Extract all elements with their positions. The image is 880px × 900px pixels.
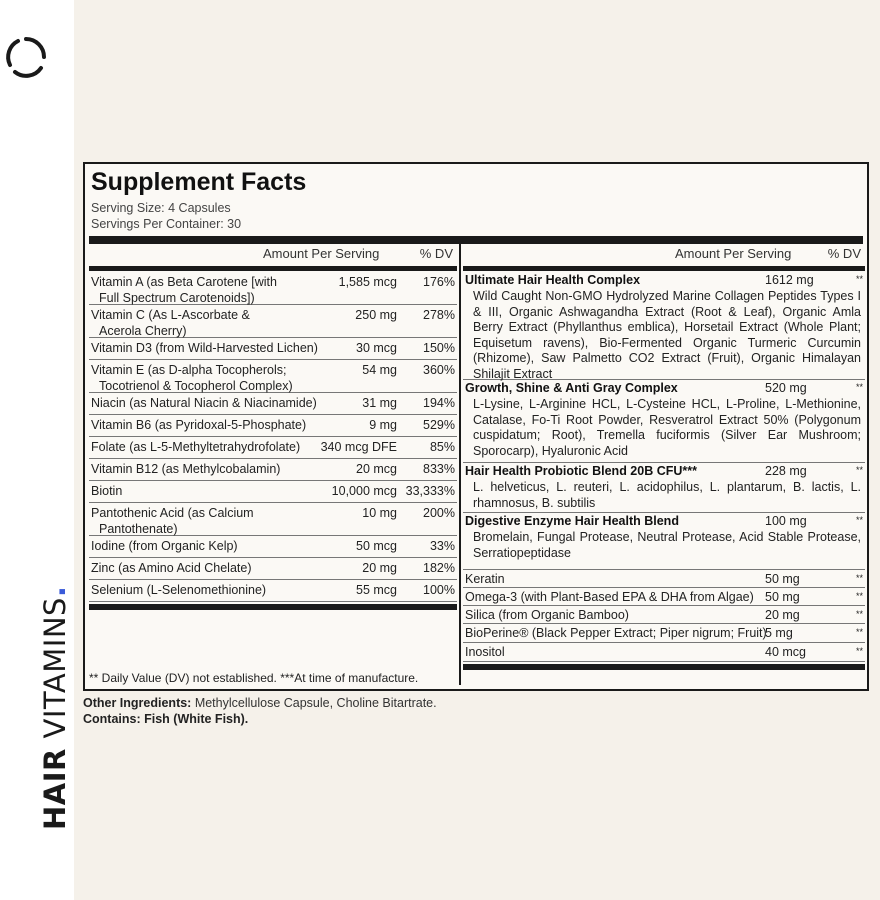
right-header-dv: % DV <box>827 246 861 261</box>
nutrient-name: Silica (from Organic Bamboo) <box>465 608 629 622</box>
nutrient-name <box>91 505 254 537</box>
nutrient-name-line1: Folate (as L-5-Methyltetrahydrofolate) <box>91 440 301 454</box>
nutrient-name-line2: Full Spectrum Carotenoids]) <box>99 291 255 305</box>
nutrient-amount: 250 mg <box>355 308 397 322</box>
nutrient-row <box>89 558 457 580</box>
blend-name: Digestive Enzyme Hair Health Blend <box>465 514 679 528</box>
nutrient-name-line1: Vitamin D3 (from Wild-Harvested Lichen) <box>91 341 318 355</box>
right-header-bar <box>463 266 865 271</box>
nutrient-row <box>89 305 457 338</box>
nutrient-name: Inositol <box>465 645 505 659</box>
nutrient-row <box>89 338 457 360</box>
nutrient-name <box>91 307 250 339</box>
nutrient-amount: 340 mcg DFE <box>320 440 397 454</box>
blend-block <box>463 513 865 570</box>
blend-amount: 1612 mg <box>765 273 814 287</box>
nutrient-row <box>463 588 865 606</box>
nutrient-amount: 50 mcg <box>356 539 397 553</box>
nutrient-amount: 10 mg <box>362 506 397 520</box>
nutrient-name-line2: Acerola Cherry) <box>99 324 187 338</box>
blend-amount: 520 mg <box>765 381 807 395</box>
nutrient-name: Keratin <box>465 572 505 586</box>
contains-text: Contains: Fish (White Fish). <box>83 712 249 726</box>
nutrient-name-line1: Selenium (L-Selenomethionine) <box>91 583 267 597</box>
nutrient-name-line2: Pantothenate) <box>99 522 178 536</box>
top-divider-bar <box>89 236 863 244</box>
blend-ingredients: Bromelain, Fungal Protease, Neutral Protease, Acid Stable Protease, Serratiopeptidase <box>473 530 861 560</box>
nutrient-amount: 9 mg <box>369 418 397 432</box>
nutrient-name: Omega-3 (with Plant-Based EPA & DHA from Algae) <box>465 590 754 604</box>
right-header-amount: Amount Per Serving <box>675 246 792 261</box>
nutrient-dv: 194% <box>423 396 455 410</box>
brand-word-hair: HAIR <box>38 748 72 830</box>
nutrient-dv: ** <box>855 609 863 619</box>
blend-dv: ** <box>855 465 863 475</box>
nutrient-name <box>91 439 300 455</box>
nutrient-amount: 20 mcg <box>356 462 397 476</box>
nutrient-name-line1: Iodine (from Organic Kelp) <box>91 539 238 553</box>
blend-name: Growth, Shine & Anti Gray Complex <box>465 381 678 395</box>
nutrient-name <box>91 340 318 356</box>
blend-ingredients: L. helveticus, L. reuteri, L. acidophilus, L. plantarum, B. lactis, L. rhamnosus, B. subtilis <box>473 480 861 510</box>
blend-ingredients: L-Lysine, L-Arginine HCL, L-Cysteine HCL, L-Proline, L-Methionine, Catalase, Fo-Ti Root Powder, Resveratrol Extract 50% (Polygonum cuspidatum; Root), Tremella fuciformis (Silver Ear Mushroom; Sporocarp), Hyaluronic Acid <box>473 397 861 458</box>
left-header-dv: % DV <box>419 246 453 261</box>
brand-dot: . <box>38 585 72 598</box>
nutrient-dv: 100% <box>423 583 455 597</box>
nutrient-amount: 5 mg <box>765 626 793 640</box>
nutrient-dv: 278% <box>423 308 455 322</box>
blend-dv: ** <box>855 382 863 392</box>
nutrient-name-line1: Vitamin A (as Beta Carotene [with <box>91 275 277 289</box>
nutrient-row <box>89 580 457 602</box>
nutrient-name-line1: Vitamin B12 (as Methylcobalamin) <box>91 462 281 476</box>
footnote: ** Daily Value (DV) not established. ***At time of manufacture. <box>89 671 419 685</box>
blend-name: Hair Health Probiotic Blend 20B CFU*** <box>465 464 697 478</box>
nutrient-name-line1: Pantothenic Acid (as Calcium <box>91 506 254 520</box>
nutrient-row <box>89 360 457 393</box>
other-ingredients <box>83 695 437 727</box>
nutrient-dv: 33% <box>429 539 455 553</box>
nutrient-row <box>89 503 457 536</box>
nutrient-name <box>91 483 122 499</box>
nutrient-row <box>463 570 865 588</box>
nutrient-amount: 10,000 mcg <box>331 484 397 498</box>
nutrient-name-line1: Vitamin C (As L-Ascorbate & <box>91 308 250 322</box>
servings-per-container: Servings Per Container: 30 <box>91 217 242 231</box>
nutrient-dv: 833% <box>423 462 455 476</box>
left-bottom-bar <box>89 604 457 610</box>
other-ingredients-text: Methylcellulose Capsule, Choline Bitartrate. <box>191 696 437 710</box>
brand-word-vitamins: VITAMINS <box>38 597 72 739</box>
blend-block <box>463 380 865 463</box>
nutrient-row <box>463 606 865 624</box>
nutrient-amount: 31 mg <box>362 396 397 410</box>
nutrient-name <box>91 417 306 433</box>
blend-block <box>463 463 865 513</box>
nutrient-row <box>89 536 457 558</box>
nutrient-name: BioPerine® (Black Pepper Extract; Piper nigrum; Fruit) <box>465 626 767 640</box>
blend-name: Ultimate Hair Health Complex <box>465 273 641 287</box>
brand-wordmark <box>38 586 72 830</box>
nutrient-amount: 50 mg <box>765 572 800 586</box>
blend-dv: ** <box>855 274 863 284</box>
nutrient-amount: 40 mcg <box>765 645 806 659</box>
left-header-amount: Amount Per Serving <box>263 246 380 261</box>
nutrient-amount: 54 mg <box>362 363 397 377</box>
nutrient-amount: 20 mg <box>765 608 800 622</box>
nutrient-name <box>91 538 238 554</box>
nutrient-dv: ** <box>855 646 863 656</box>
nutrient-row <box>89 393 457 415</box>
nutrient-name-line1: Vitamin E (as D-alpha Tocopherols; <box>91 363 287 377</box>
serving-size: Serving Size: 4 Capsules <box>91 201 231 215</box>
right-bottom-bar <box>463 664 865 670</box>
nutrient-amount: 1,585 mcg <box>338 275 397 289</box>
left-header-bar <box>89 266 457 271</box>
nutrient-name <box>91 582 266 598</box>
nutrient-name-line1: Biotin <box>91 484 123 498</box>
nutrient-dv: 200% <box>423 506 455 520</box>
nutrient-name-line1: Vitamin B6 (as Pyridoxal-5-Phosphate) <box>91 418 307 432</box>
nutrient-dv: 85% <box>429 440 455 454</box>
nutrient-dv: 176% <box>423 275 455 289</box>
nutrient-name-line2: Tocotrienol & Tocopherol Complex) <box>99 379 293 393</box>
nutrient-dv: 529% <box>423 418 455 432</box>
nutrient-name <box>91 461 280 477</box>
nutrient-dv: ** <box>855 573 863 583</box>
nutrient-row <box>463 624 865 643</box>
blend-amount: 228 mg <box>765 464 807 478</box>
nutrient-name-line1: Zinc (as Amino Acid Chelate) <box>91 561 252 575</box>
nutrient-row <box>463 643 865 662</box>
nutrient-amount: 50 mg <box>765 590 800 604</box>
column-divider <box>459 238 461 685</box>
nutrient-dv: 150% <box>423 341 455 355</box>
left-column <box>89 246 457 666</box>
other-ingredients-label: Other Ingredients: <box>83 696 192 710</box>
nutrient-amount: 30 mcg <box>356 341 397 355</box>
blend-amount: 100 mg <box>765 514 807 528</box>
nutrient-row <box>89 437 457 459</box>
nutrient-row <box>89 272 457 305</box>
brand-logo-icon <box>4 35 48 79</box>
right-column <box>463 246 865 676</box>
nutrient-dv: ** <box>855 591 863 601</box>
blend-dv: ** <box>855 515 863 525</box>
supplement-facts-panel <box>83 162 869 691</box>
nutrient-name-line1: Niacin (as Natural Niacin & Niacinamide) <box>91 396 317 410</box>
nutrient-dv: 182% <box>423 561 455 575</box>
nutrient-dv: ** <box>855 627 863 637</box>
blend-ingredients: Wild Caught Non-GMO Hydrolyzed Marine Collagen Peptides Types I & III, Organic Ashwagandha Extract (Root & Leaf), Organic Amla Berry Extract (Phyllanthus emblica), Horsetail Extract (Whole Plant; Equisetum ravens), Bio-Fermented Organic Turmeric Curcumin (Rhizome), Saw Palmetto CO2 Extract (Fruit), Organic Himalayan Shilajit Extract <box>473 289 861 381</box>
nutrient-name <box>91 362 293 394</box>
nutrient-dv: 360% <box>423 363 455 377</box>
sidebar <box>0 0 74 900</box>
nutrient-dv: 33,333% <box>405 484 455 498</box>
nutrient-row <box>89 415 457 437</box>
nutrient-name <box>91 395 317 411</box>
blend-block <box>463 272 865 380</box>
nutrient-row <box>89 459 457 481</box>
nutrient-name <box>91 274 277 306</box>
nutrient-amount: 55 mcg <box>356 583 397 597</box>
nutrient-name <box>91 560 252 576</box>
nutrient-amount: 20 mg <box>362 561 397 575</box>
nutrient-row <box>89 481 457 503</box>
facts-title: Supplement Facts <box>91 168 307 196</box>
